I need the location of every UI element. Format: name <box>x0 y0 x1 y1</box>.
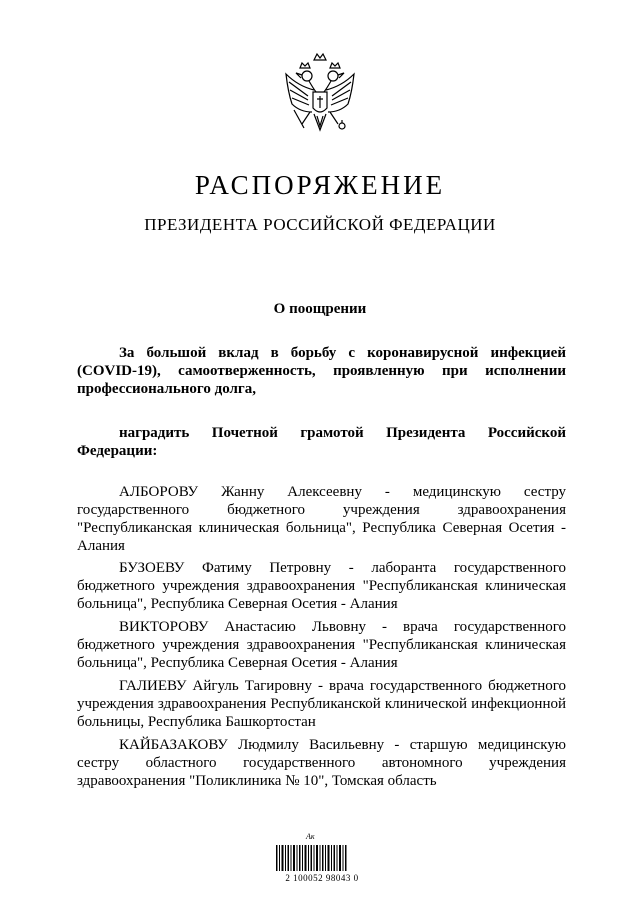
awardee-paragraph: КАЙБАЗАКОВУ Людмилу Васильевну - старшую медицинскую сестру областного государственного автономного учреждения здравоохранения "Поликлиника № 10", Томская область <box>77 737 566 789</box>
barcode-icon <box>276 845 348 871</box>
document-subject: О поощрении <box>273 301 367 317</box>
awardee-paragraph: ВИКТОРОВУ Анастасию Львовну - врача государственного бюджетного учреждения здравоохранения "Республиканская клиническая больница", Республика Северная Осетия - Алания <box>77 619 566 671</box>
barcode-number: 2 100052 98043 0 <box>285 873 359 883</box>
award-paragraph: наградить Почетной грамотой Президента Российской Федерации: <box>77 425 566 459</box>
intro-paragraph: За большой вклад в борьбу с коронавирусной инфекцией (COVID-19), самоотверженность, проявленную при исполнении профессионального долга, <box>77 345 566 397</box>
awardee-paragraph: АЛБОРОВУ Жанну Алексеевну - медицинскую сестру государственного бюджетного учреждения здравоохранения "Республиканская клиническая больница", Республика Северная Осетия - Алания <box>77 484 566 554</box>
awardee-paragraph: ГАЛИЕВУ Айгуль Тагировну - врача государственного бюджетного учреждения здравоохранения Республиканской клинической инфекционной больницы, Республика Башкортостан <box>77 678 566 730</box>
page-mark: Ак <box>306 832 315 841</box>
document-title: РАСПОРЯЖЕНИЕ <box>194 170 446 200</box>
coat-of-arms-icon <box>280 52 360 150</box>
document-issuer: ПРЕЗИДЕНТА РОССИЙСКОЙ ФЕДЕРАЦИИ <box>144 215 496 234</box>
awardee-paragraph: БУЗОЕВУ Фатиму Петровну - лаборанта государственного бюджетного учреждения здравоохранения "Республиканская клиническая больница", Республика Северная Осетия - Алания <box>77 560 566 612</box>
